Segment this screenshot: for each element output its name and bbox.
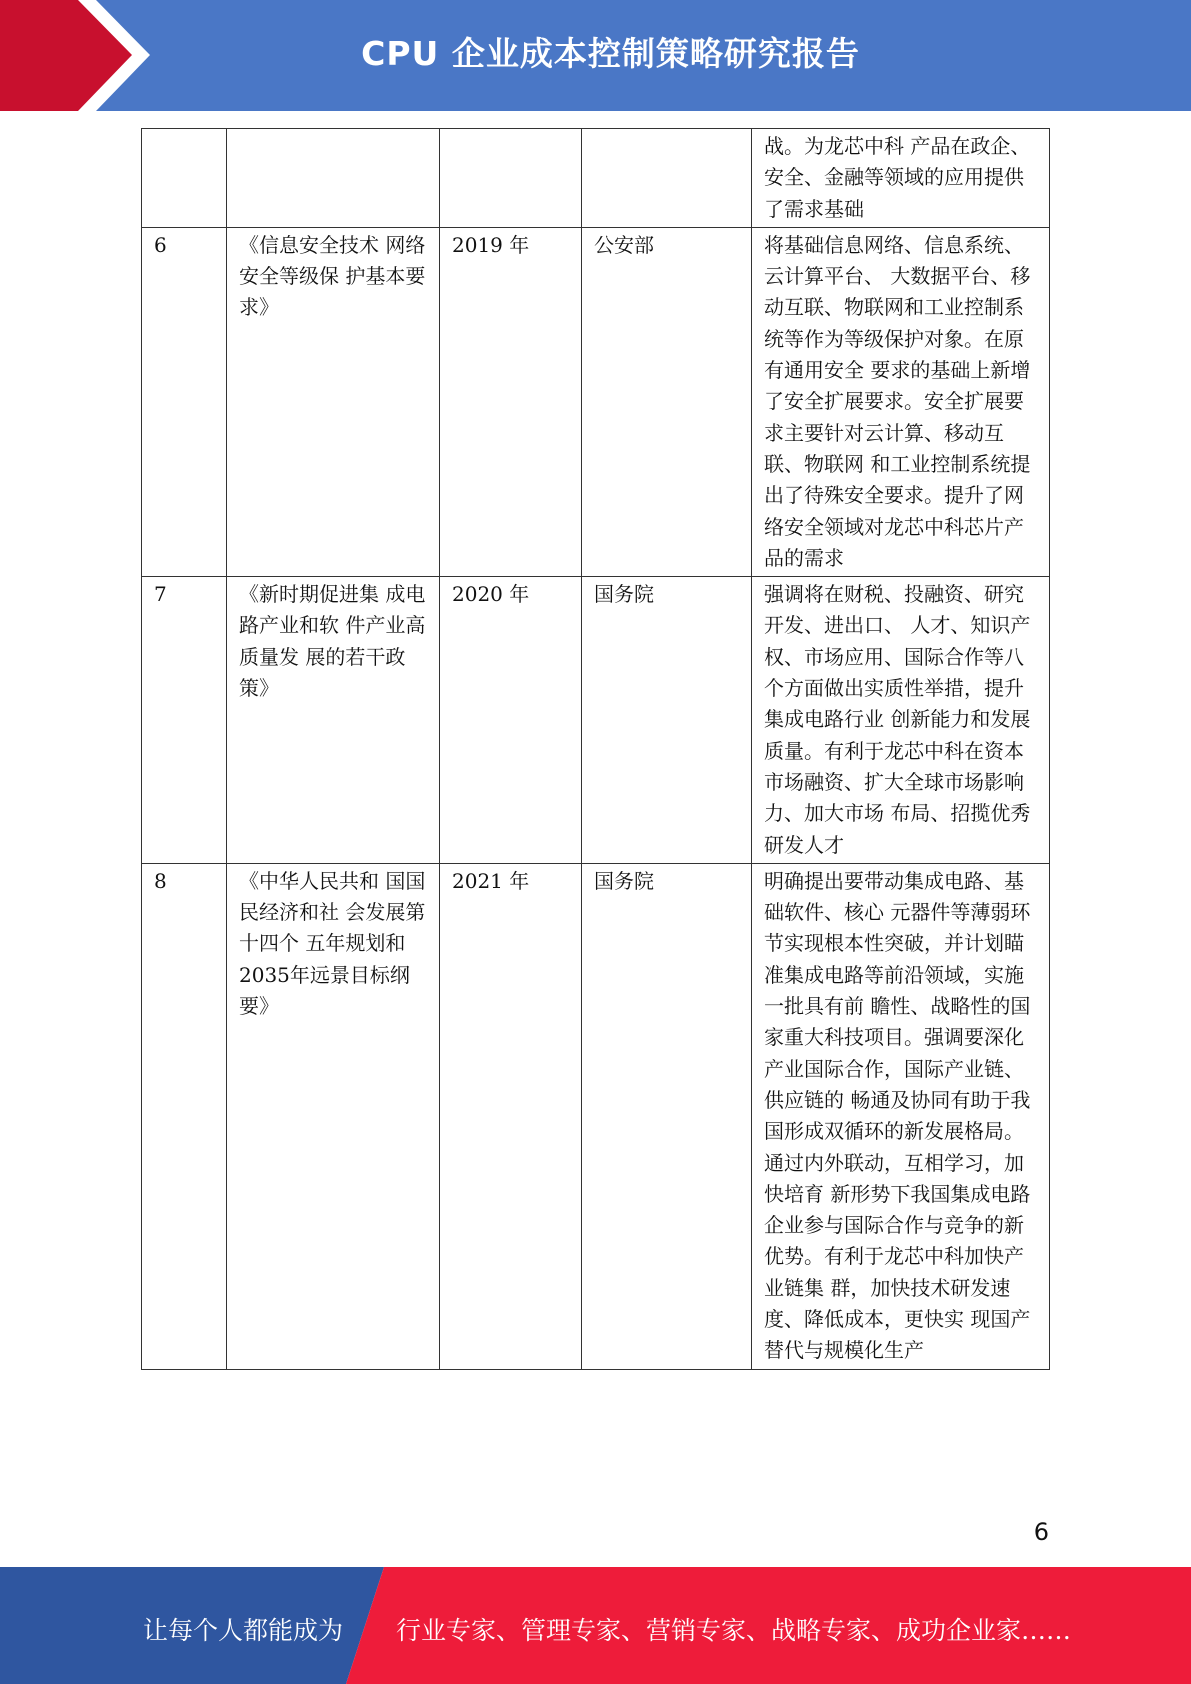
table-row [142,863,1050,1369]
table-row [142,577,1050,864]
cell-department: 公安部 [582,227,752,576]
footer-slogan-left: 让每个人都能成为 [143,1616,344,1645]
policy-table [141,128,1050,1370]
cell-department [582,129,752,228]
cell-policy-name: 《中华人民共和 国国民经济和社 会发展第十四个 五年规划和2035年远景目标纲要》 [227,863,440,1369]
page-footer [0,1567,1191,1684]
table-row [142,227,1050,576]
cell-impact: 将基础信息网络、信息系统、云计算平台、 大数据平台、移动互联、物联网和工业控制系统等作为等级保护对象。在原有通用安全 要求的基础上新增了安全扩展要求。安全扩展要求主要针对云计算、移动互联、物联网 和工业控制系统提出了待殊安全要求。提升了网络安全领域对龙芯中科芯片产品的需求 [752,227,1050,576]
page-number: 6 [1033,1518,1049,1546]
cell-impact: 强调将在财税、投融资、研究开发、进出口、 人才、知识产权、市场应用、国际合作等八 个方面做出实质性举措，提升集成电路行业 创新能力和发展质量。有利于龙芯中科在资本 市场融资、扩大全球市场影响力、加大市场 布局、招揽优秀研发人才 [752,577,1050,864]
footer-slogan-right: 行业专家、管理专家、营销专家、战略专家、成功企业家…… [396,1616,1072,1645]
cell-impact: 明确提出要带动集成电路、基础软件、核心 元器件等薄弱环节实现根本性突破，并计划瞄准集成电路等前沿领域，实施一批具有前 瞻性、战略性的国家重大科技项目。强调要深化产业国际合作，国际产业链、供应链的 畅通及协同有助于我国形成双循环的新发展格局。通过内外联动，互相学习，加快培育 新形势下我国集成电路企业参与国际合作与竞争的新优势。有利于龙芯中科加快产业链集 群，加快技术研发速度、降低成本，更快实 现国产替代与规模化生产 [752,863,1050,1369]
table-row [142,129,1050,228]
cell-no: 6 [142,227,227,576]
page-header [0,0,1191,111]
cell-impact: 战。为龙芯中科 产品在政企、安全、金融等领域的应用提供 了需求基础 [752,129,1050,228]
page-title: CPU 企业成本控制策略研究报告 [361,34,860,73]
cell-year [440,129,582,228]
cell-no: 8 [142,863,227,1369]
cell-department: 国务院 [582,863,752,1369]
cell-year: 2021 年 [440,863,582,1369]
cell-policy-name: 《新时期促进集 成电路产业和软 件产业高质量发 展的若干政策》 [227,577,440,864]
cell-no [142,129,227,228]
cell-year: 2019 年 [440,227,582,576]
cell-department: 国务院 [582,577,752,864]
cell-policy-name: 《信息安全技术 网络安全等级保 护基本要求》 [227,227,440,576]
cell-policy-name [227,129,440,228]
cell-year: 2020 年 [440,577,582,864]
cell-no: 7 [142,577,227,864]
